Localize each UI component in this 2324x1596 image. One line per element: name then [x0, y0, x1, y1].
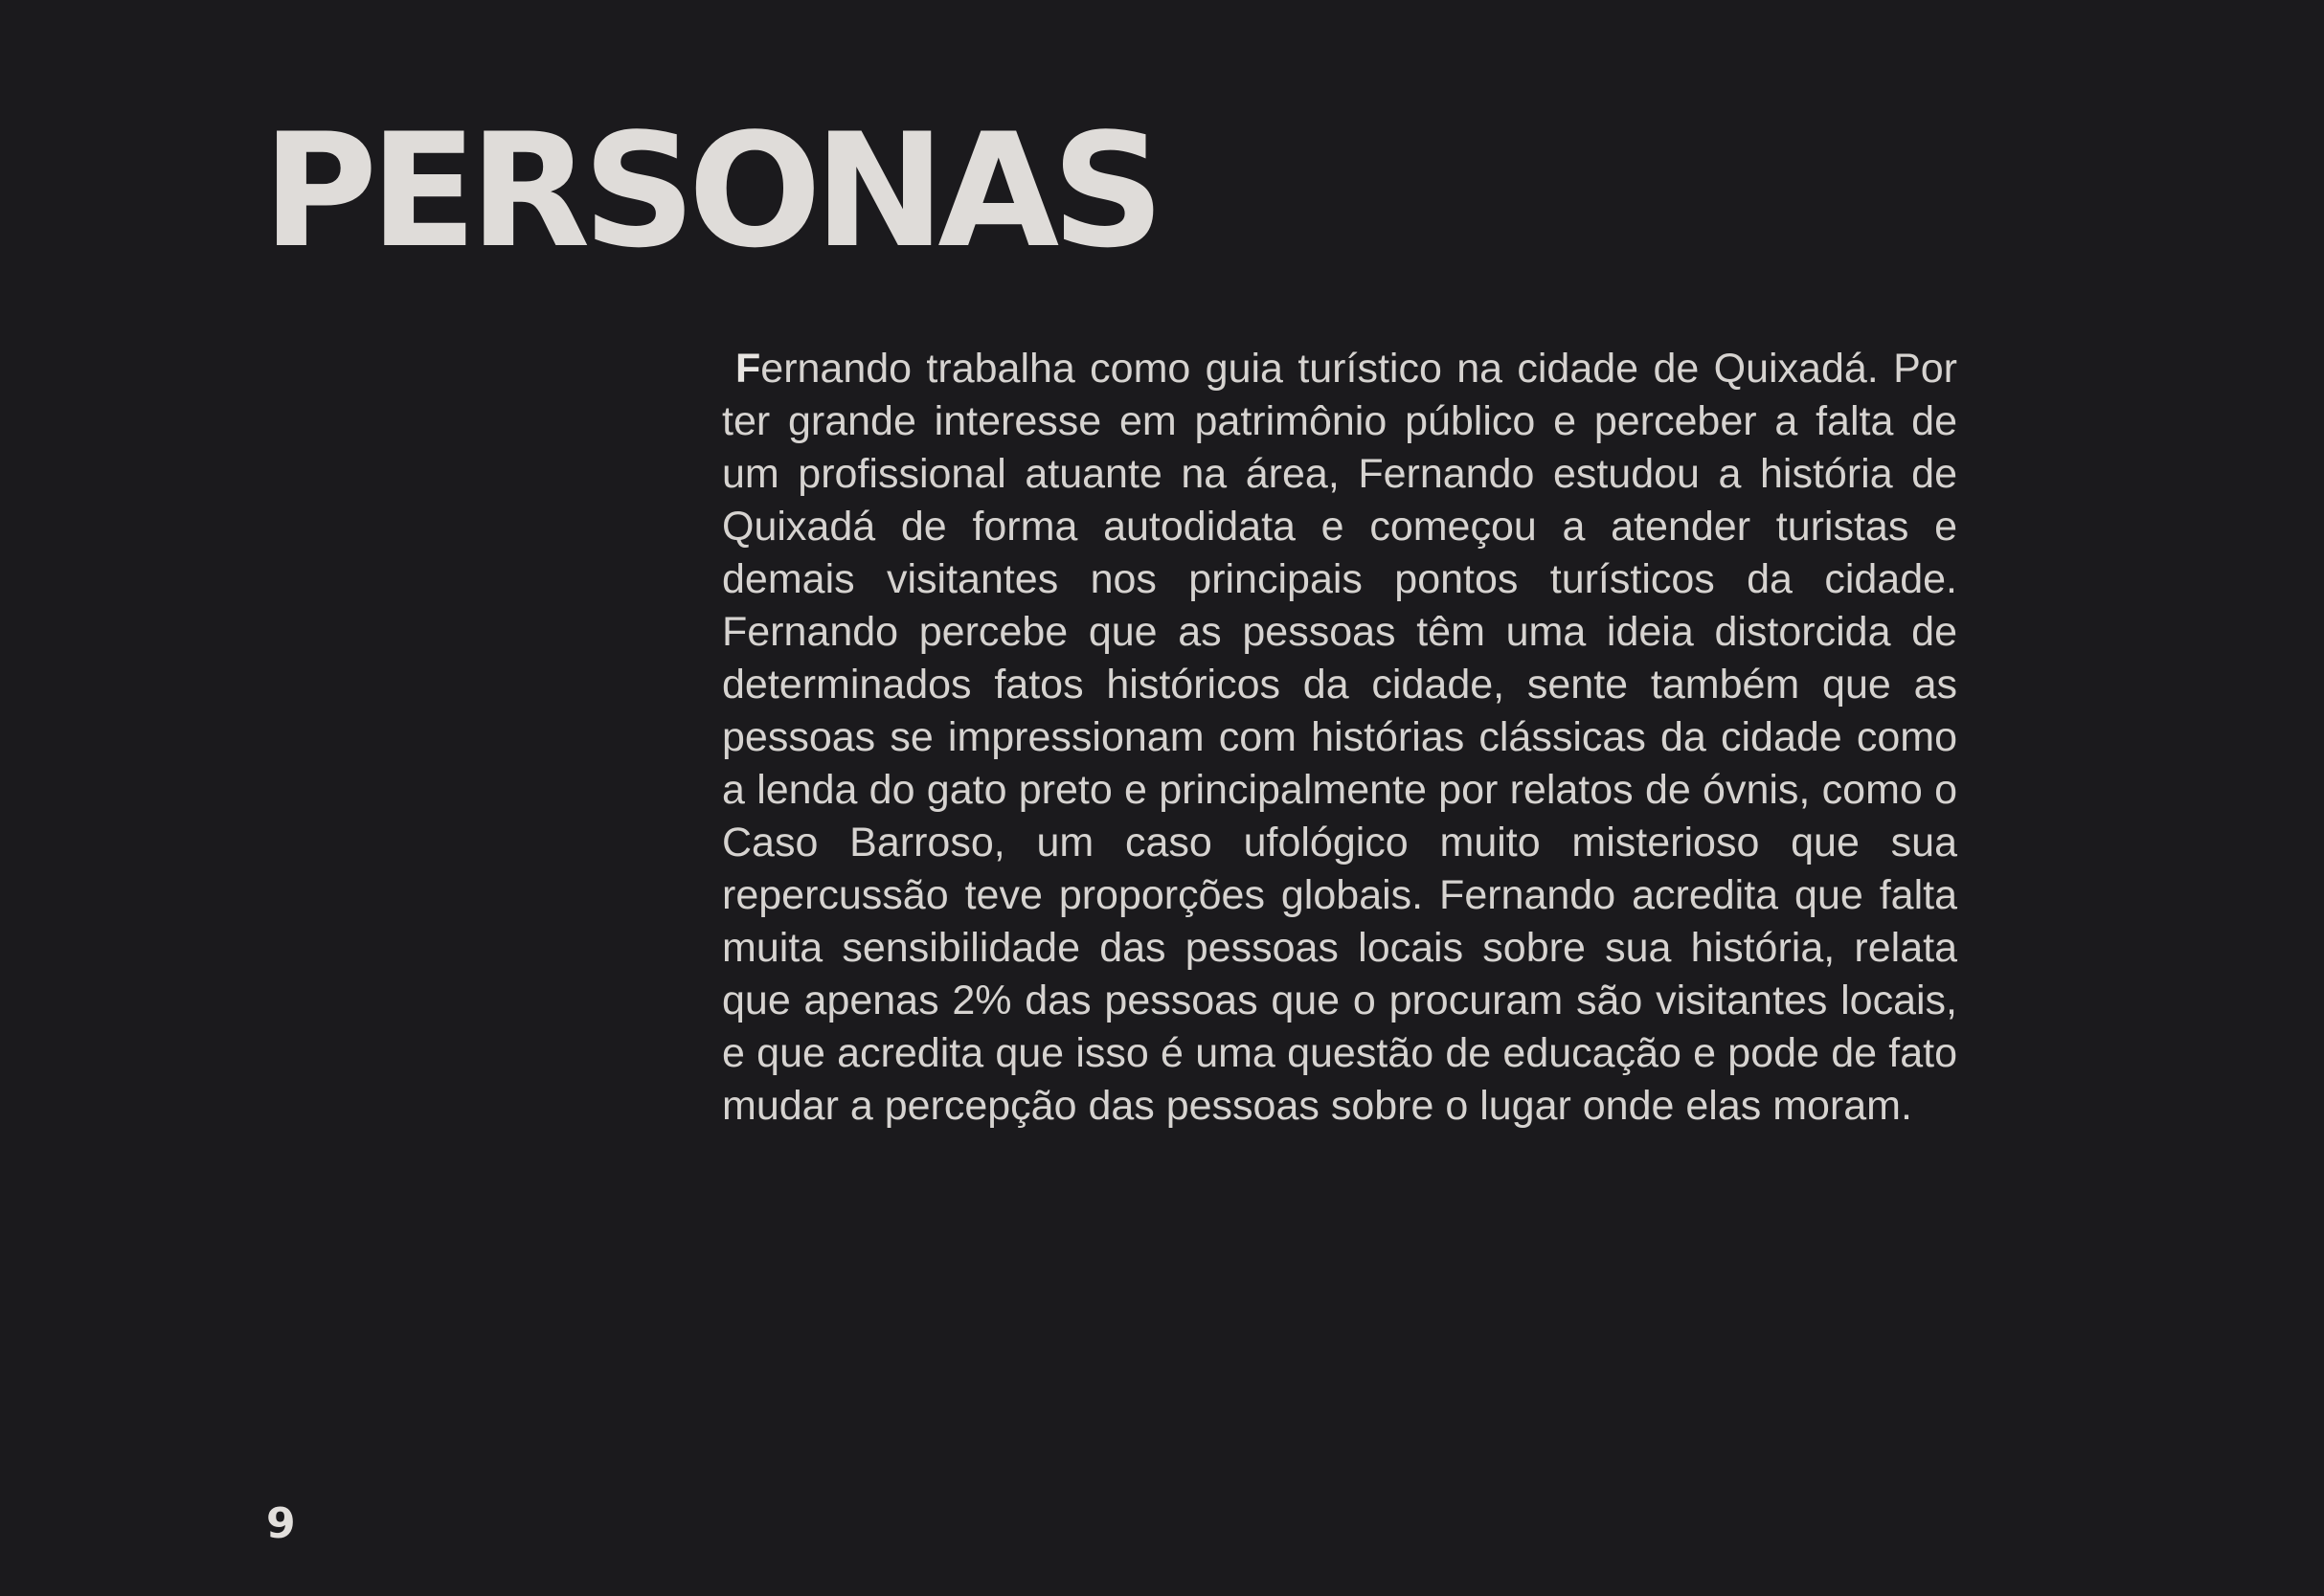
persona-description-text: ernando trabalha como guia turístico na cidade de Quixadá. Por ter grande interesse em patrimônio público e perceber a falta de um profissional atuante na área, Fernando estudou a história de Quixadá de forma autodidata e começou a atender turistas e demais visitantes nos principais pontos turísticos da cidade. Fernando percebe que as pessoas têm uma ideia distorcida de determinados fatos históricos da cidade, sente também que as pessoas se impressionam com histórias clássicas da cidade como a lenda do gato preto e principalmente por relatos de óvnis, como o Caso Barroso, um caso ufológico muito misterioso que sua repercussão teve proporções globais. Fernando acredita que falta muita sensibilidade das pessoas locais sobre sua história, relata que apenas 2% das pessoas que o procuram são visitantes locais, e que acredita que isso é uma questão de educação e pode de fato mudar a percepção das pessoas sobre o lugar onde elas moram.: [722, 346, 1957, 1129]
page-number: 9: [266, 1499, 296, 1548]
drop-cap-letter: F: [735, 346, 761, 392]
page-title: PERSONAS: [262, 100, 1158, 282]
persona-description: [722, 343, 1957, 1133]
